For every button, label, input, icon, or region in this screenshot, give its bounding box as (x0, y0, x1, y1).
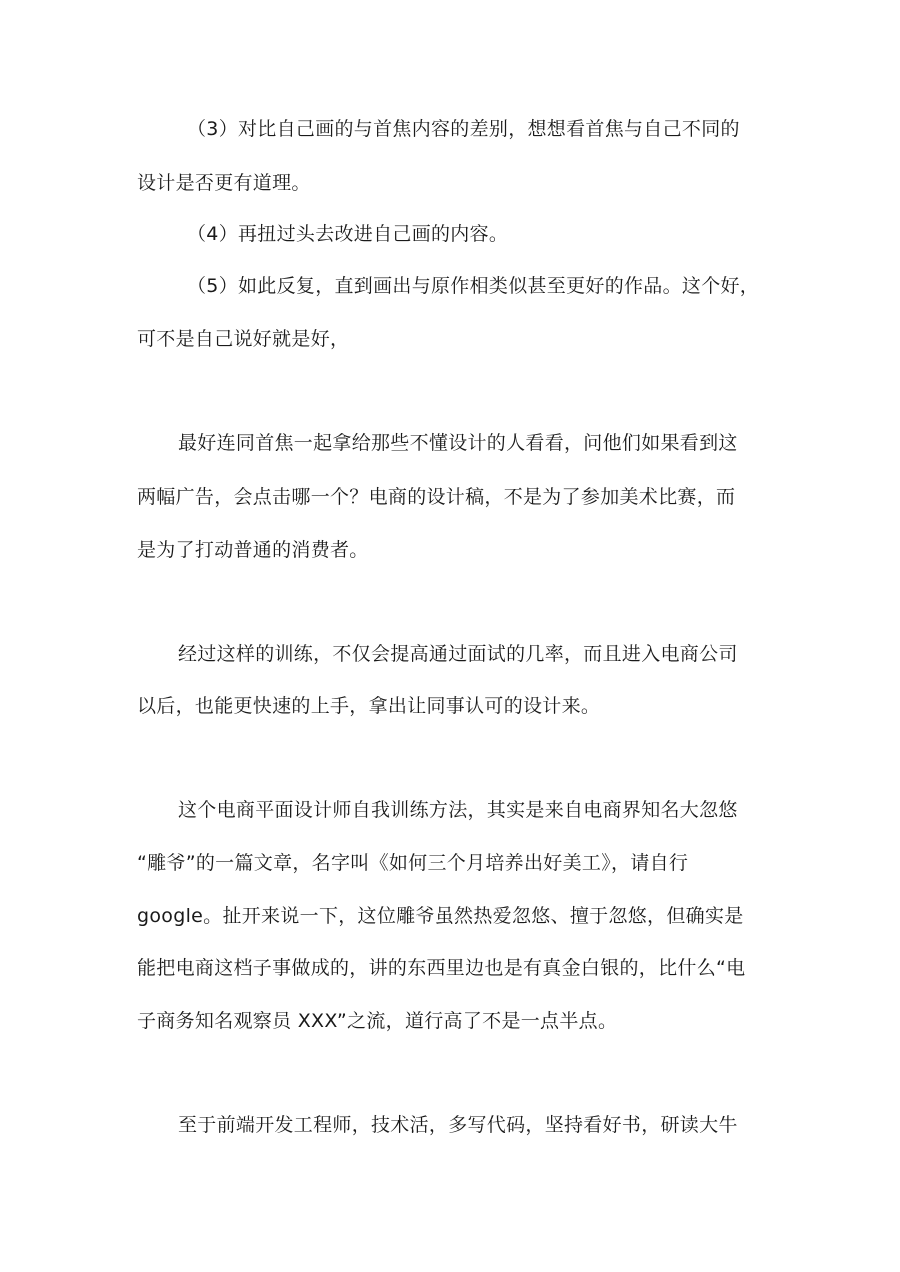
text-line: google。扯开来说一下，这位雕爷虽然热爱忽悠、擅于忽悠，但确实是 (137, 905, 744, 927)
text-line: （5）如此反复，直到画出与原作相类似甚至更好的作品。这个好， (187, 275, 760, 297)
text-line: 能把电商这档子事做成的，讲的东西里边也是有真金白银的，比什么“电 (137, 957, 746, 979)
text-line: 以后，也能更快速的上手，拿出让同事认可的设计来。 (137, 695, 601, 717)
text-line: （3）对比自己画的与首焦内容的差别，想想看首焦与自己不同的 (187, 118, 740, 140)
text-line: 这个电商平面设计师自我训练方法，其实是来自电商界知名大忽悠 (178, 799, 738, 821)
text-line: 子商务知名观察员 XXX”之流，道行高了不是一点半点。 (137, 1010, 618, 1032)
text-line: 设计是否更有道理。 (137, 172, 311, 194)
text-line: （4）再扭过头去改进自己画的内容。 (187, 223, 509, 245)
text-line: “雕爷”的一篇文章，名字叫《如何三个月培养出好美工》，请自行 (137, 852, 689, 874)
text-line: 可不是自己说好就是好， (137, 328, 350, 350)
text-line: 至于前端开发工程师，技术活，多写代码，坚持看好书，研读大牛 (178, 1114, 738, 1136)
text-line: 最好连同首焦一起拿给那些不懂设计的人看看，问他们如果看到这 (178, 432, 738, 454)
text-line: 经过这样的训练，不仅会提高通过面试的几率，而且进入电商公司 (178, 643, 738, 665)
text-line: 两幅广告，会点击哪一个？电商的设计稿，不是为了参加美术比赛，而 (137, 486, 736, 508)
text-line: 是为了打动普通的消费者。 (137, 539, 369, 561)
